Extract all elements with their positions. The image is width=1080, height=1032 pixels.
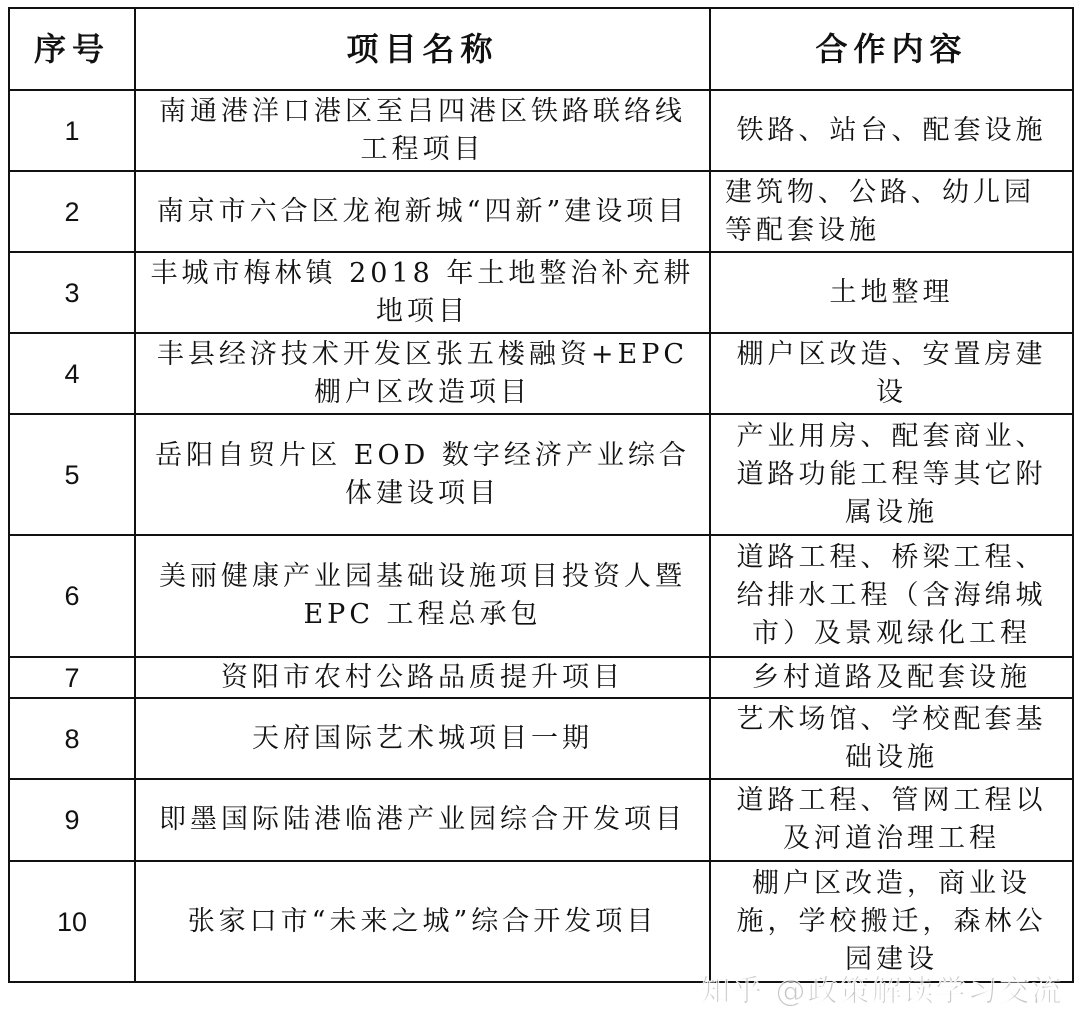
cooperation-content: 棚户区改造、安置房建设 — [710, 333, 1073, 414]
table-row — [9, 861, 1073, 982]
table-row — [9, 535, 1073, 657]
project-name: 丰县经济技术开发区张五楼融资+EPC 棚户区改造项目 — [135, 333, 710, 414]
table-row — [9, 171, 1073, 252]
project-name: 天府国际艺术城项目一期 — [135, 698, 710, 779]
table-row — [9, 698, 1073, 779]
row-number: 6 — [9, 535, 135, 657]
table-row — [9, 779, 1073, 861]
cooperation-content: 产业用房、配套商业、道路功能工程等其它附属设施 — [710, 414, 1073, 535]
cooperation-content: 道路工程、管网工程以及河道治理工程 — [710, 779, 1073, 861]
cooperation-content: 道路工程、桥梁工程、给排水工程（含海绵城市）及景观绿化工程 — [710, 535, 1073, 657]
project-name: 丰城市梅林镇 2018 年土地整治补充耕地项目 — [135, 252, 710, 333]
cooperation-content: 乡村道路及配套设施 — [710, 657, 1073, 698]
row-number: 5 — [9, 414, 135, 535]
header-number: 序号 — [9, 8, 135, 90]
cooperation-content: 艺术场馆、学校配套基础设施 — [710, 698, 1073, 779]
header-project-name: 项目名称 — [135, 8, 710, 90]
cooperation-content: 棚户区改造，商业设施，学校搬迁，森林公园建设 — [710, 861, 1073, 982]
project-name: 岳阳自贸片区 EOD 数字经济产业综合体建设项目 — [135, 414, 710, 535]
row-number: 3 — [9, 252, 135, 333]
watermark: 知乎 @政策解读学习交流 — [700, 974, 1064, 1009]
cooperation-content: 建筑物、公路、幼儿园等配套设施 — [710, 171, 1073, 252]
project-name: 张家口市“未来之城”综合开发项目 — [135, 861, 710, 982]
table-row — [9, 252, 1073, 333]
project-table — [8, 7, 1074, 983]
table-row — [9, 414, 1073, 535]
table-row — [9, 333, 1073, 414]
header-row — [9, 8, 1073, 90]
table-row — [9, 657, 1073, 698]
row-number: 7 — [9, 657, 135, 698]
table-row — [9, 90, 1073, 171]
row-number: 10 — [9, 861, 135, 982]
project-name: 资阳市农村公路品质提升项目 — [135, 657, 710, 698]
header-cooperation-content: 合作内容 — [710, 8, 1073, 90]
row-number: 1 — [9, 90, 135, 171]
row-number: 2 — [9, 171, 135, 252]
project-name: 美丽健康产业园基础设施项目投资人暨EPC 工程总承包 — [135, 535, 710, 657]
project-name: 南京市六合区龙袍新城“四新”建设项目 — [135, 171, 710, 252]
cooperation-content: 土地整理 — [710, 252, 1073, 333]
project-name: 南通港洋口港区至吕四港区铁路联络线工程项目 — [135, 90, 710, 171]
row-number: 8 — [9, 698, 135, 779]
row-number: 4 — [9, 333, 135, 414]
cooperation-content: 铁路、站台、配套设施 — [710, 90, 1073, 171]
project-name: 即墨国际陆港临港产业园综合开发项目 — [135, 779, 710, 861]
row-number: 9 — [9, 779, 135, 861]
